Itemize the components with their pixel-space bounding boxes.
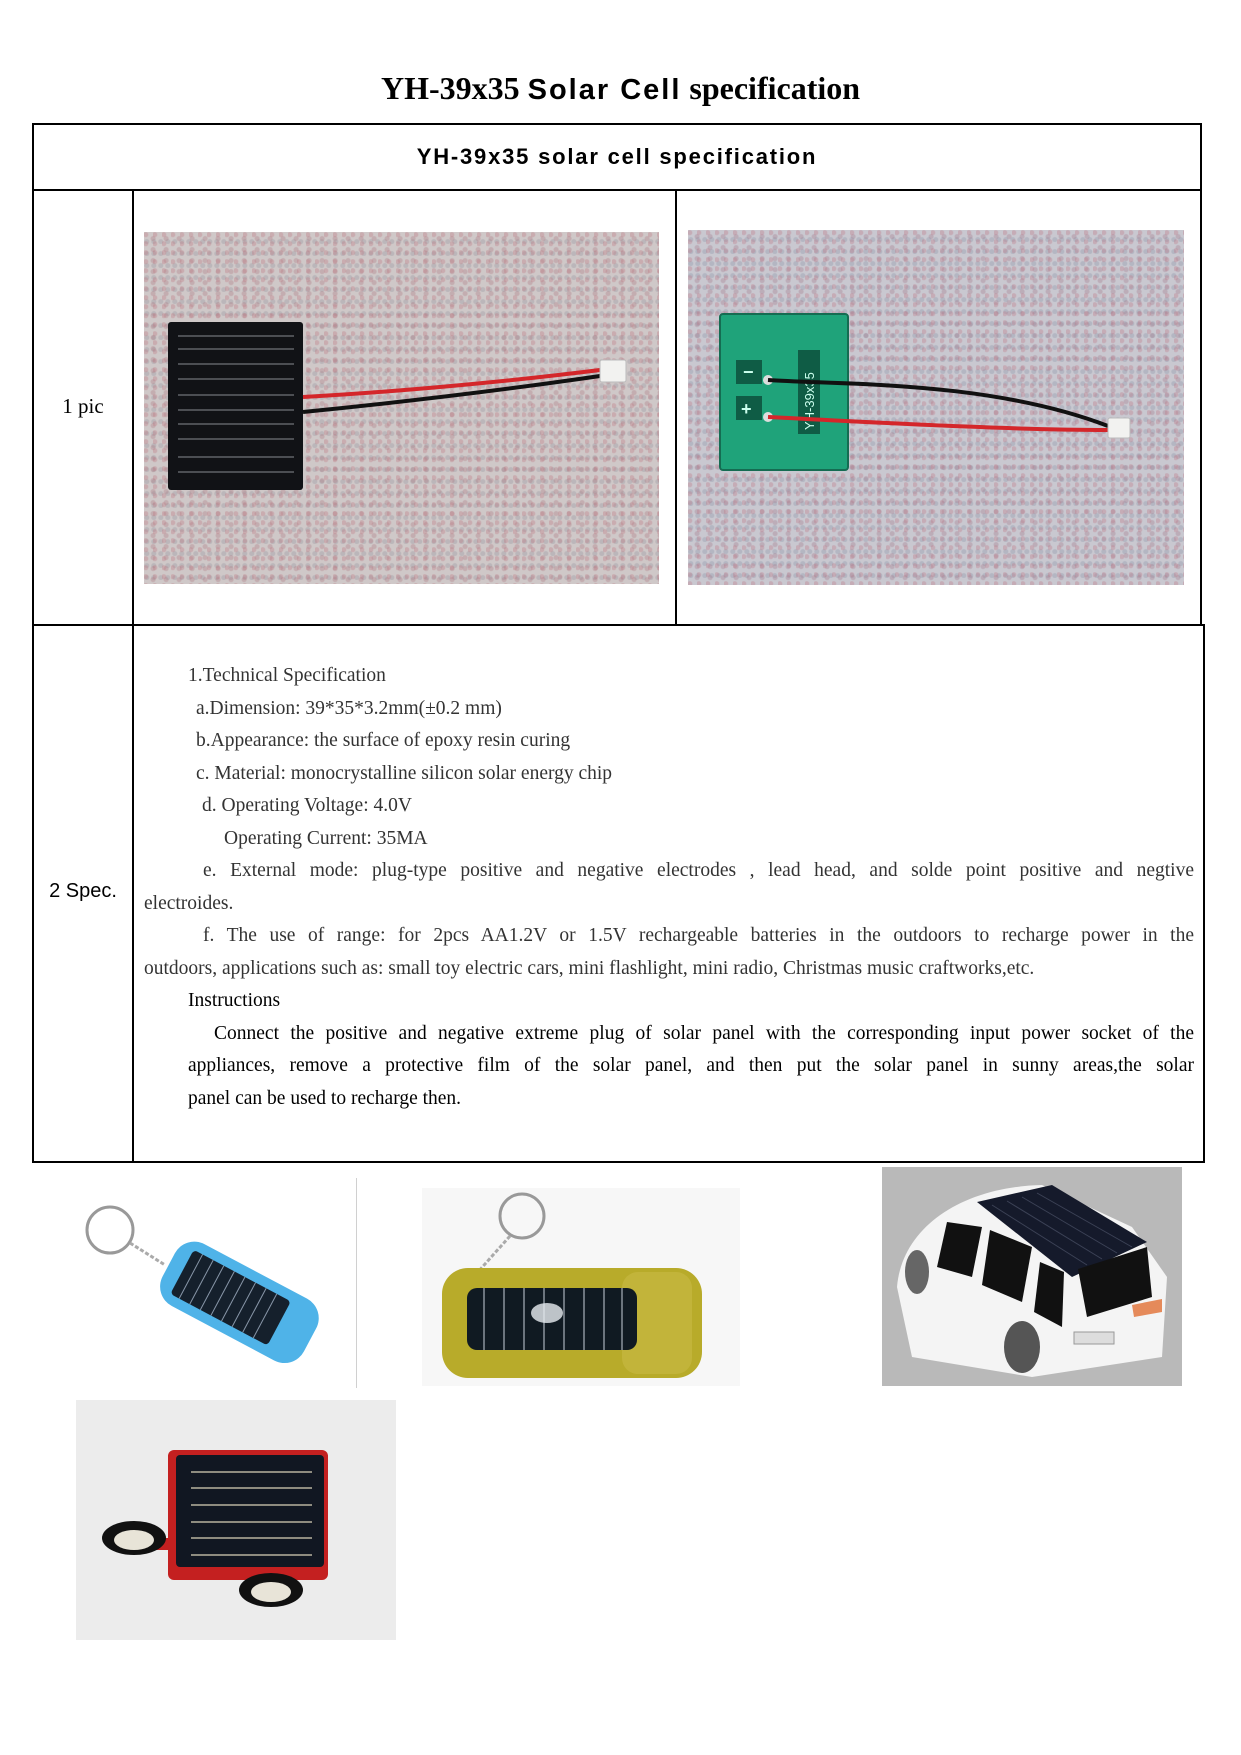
pcb-minus-label: − [743,362,754,382]
title-specification: specification [681,70,861,106]
toy-car-illustration [882,1167,1182,1386]
instructions-title: Instructions [188,990,281,1011]
solar-cell-front-illustration [144,232,659,584]
title-model: YH-39x35 [380,70,528,106]
yellow-keychain-photo [422,1188,740,1386]
instructions-line3: panel can be used to recharge then. [188,1087,462,1109]
table-header: YH-39x35 solar cell specification [416,144,818,169]
title-solar-cell: Solar Cell [527,74,682,106]
row-label-pic: 1 pic [62,394,104,418]
spec-external-mode-line1: e. External mode: plug-type positive and negative electrodes , lead head, and solde point positive and negtive [203,860,1194,881]
spec-appearance: b.Appearance: the surface of epoxy resin curing [196,730,571,751]
solar-cell-front-photo [144,232,659,584]
table-left-border [32,123,34,1163]
pcb-marking: YH-39x35 [802,372,817,430]
spec-dimension: a.Dimension: 39*35*3.2mm(±0.2 mm) [196,697,502,719]
instructions-line2: appliances, remove a protective film of the solar panel, and then put the solar panel in sunny areas,the solar [188,1055,1194,1076]
table-right-border-lower [1203,624,1205,1163]
table-right-border-upper [1200,123,1202,626]
table-bottom-border [32,1161,1205,1163]
spec-operating-current: Operating Current: 35MA [224,827,428,849]
spec-material: c. Material: monocrystalline silicon solar energy chip [196,762,613,784]
pic-row-divider [32,624,1205,626]
pcb-plus-label: + [741,399,752,419]
spec-external-mode-line2: electroides. [144,892,234,914]
red-toy-car-photo [76,1400,396,1640]
label-column-divider [132,189,134,1163]
toy-car-photo [882,1167,1182,1386]
solar-cell-back-photo [688,230,1184,585]
tech-spec-title: 1.Technical Specification [188,665,386,686]
row-label-spec: 2 Spec. [49,880,117,902]
solar-cell-back-illustration [688,230,1184,585]
yellow-keychain-illustration [422,1188,740,1386]
document-title [0,70,1241,107]
spec-range-line2: outdoors, applications such as: small toy electric cars, mini flashlight, mini radio, Christmas music craftworks,etc. [144,957,1035,979]
spec-range-line1: f. The use of range: for 2pcs AA1.2V or 1.5V rechargeable batteries in the outdoors to recharge power in the [203,925,1194,946]
blue-keychain-illustration [75,1195,340,1385]
spec-content [144,660,1194,1115]
spec-operating-voltage: d. Operating Voltage: 4.0V [202,795,412,816]
blue-keychain-photo [75,1195,340,1385]
red-toy-car-illustration [76,1400,396,1640]
photo-separator [356,1178,357,1388]
photo-column-divider [675,189,677,625]
instructions-line1: Connect the positive and negative extreme plug of solar panel with the corresponding input power socket of the [214,1022,1194,1044]
